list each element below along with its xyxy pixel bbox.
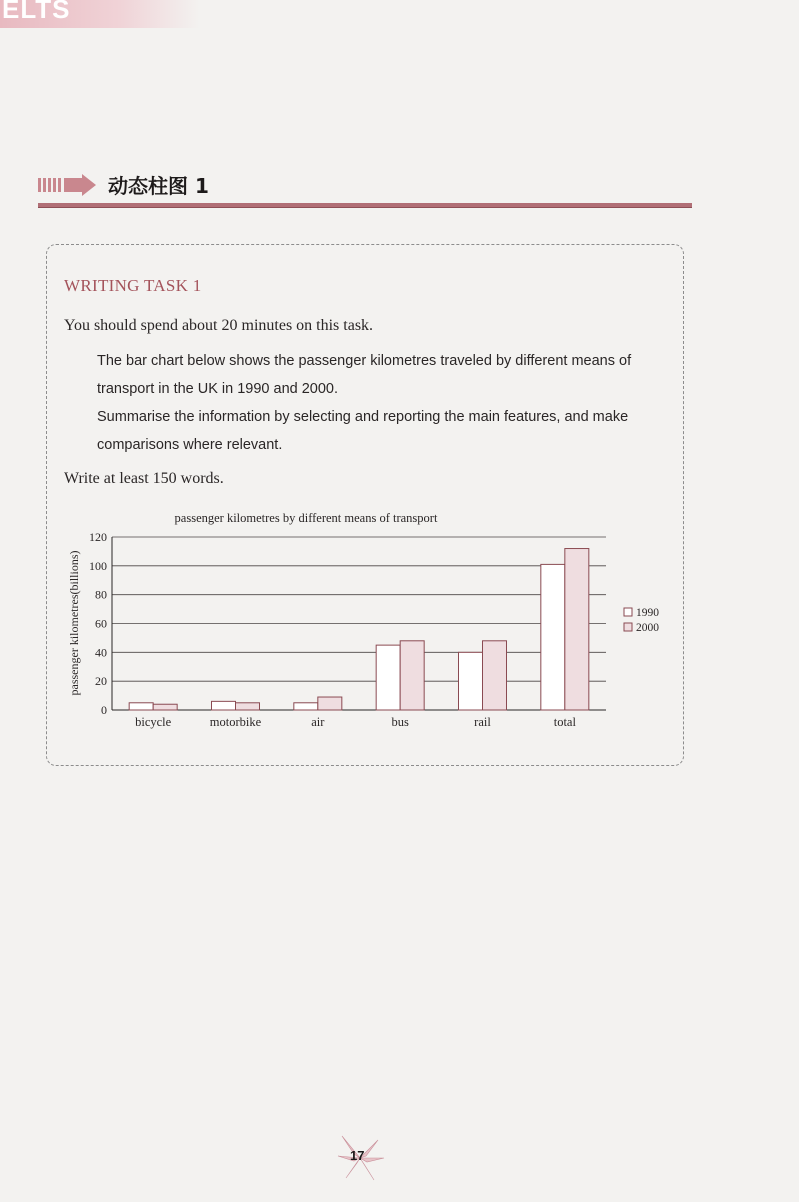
x-tick-label: air (311, 715, 325, 729)
bar-motorbike-2000 (236, 703, 260, 710)
bar-rail-1990 (459, 652, 483, 710)
y-tick-label: 20 (95, 674, 107, 689)
legend-swatch-2000 (624, 623, 632, 631)
bar-chart (60, 500, 680, 740)
bar-bicycle-1990 (129, 703, 153, 710)
bar-air-2000 (318, 697, 342, 710)
word-count-instruction: Write at least 150 words. (64, 470, 224, 487)
page-number: 17 (350, 1148, 365, 1163)
prompt-line: The bar chart below shows the passenger kilometres traveled by different means of (97, 353, 632, 369)
bar-rail-2000 (483, 641, 507, 710)
bar-air-1990 (294, 703, 318, 710)
bar-bicycle-2000 (153, 704, 177, 710)
x-tick-label: rail (474, 715, 491, 729)
x-tick-label: bicycle (135, 715, 172, 729)
legend-swatch-1990 (624, 608, 632, 616)
legend (624, 607, 659, 634)
task-intro: You should spend about 20 minutes on this task. (64, 317, 374, 334)
bar-total-2000 (565, 549, 589, 710)
corner-logo (0, 0, 200, 28)
y-tick-label: 0 (101, 703, 107, 717)
y-tick-label: 80 (95, 587, 107, 602)
bar-layer (129, 549, 589, 710)
y-tick-label: 40 (95, 645, 107, 660)
section-title: 动态柱图 1 (108, 174, 209, 198)
x-tick-label: bus (391, 715, 409, 729)
bar-bus-1990 (376, 645, 400, 710)
prompt-line: transport in the UK in 1990 and 2000. (97, 381, 339, 397)
x-tick-label: total (553, 715, 576, 729)
x-tick-label: motorbike (209, 715, 262, 729)
prompt-line: Summarise the information by selecting and reporting the main features, and make (97, 409, 629, 425)
bar-motorbike-1990 (212, 701, 236, 710)
grid-layer (112, 537, 606, 710)
header-rule (38, 203, 692, 208)
section-header (38, 166, 692, 210)
y-axis-label: passenger kilometres(billions) (67, 550, 81, 696)
legend-label-2000: 2000 (636, 622, 659, 634)
task-prompt (97, 347, 671, 459)
prompt-line: comparisons where relevant. (97, 437, 283, 453)
y-tick-label: 60 (95, 616, 107, 631)
chart-title: passenger kilometres by different means of transport (174, 511, 438, 525)
arrow-stripes-icon (38, 174, 98, 196)
y-tick-label: 100 (89, 558, 107, 573)
task-heading: WRITING TASK 1 (64, 276, 202, 295)
y-tick-label: 120 (89, 530, 107, 544)
legend-label-1990: 1990 (636, 607, 659, 619)
bar-total-1990 (541, 564, 565, 710)
corner-logo-text: ELTS (2, 0, 71, 24)
bar-bus-2000 (400, 641, 424, 710)
